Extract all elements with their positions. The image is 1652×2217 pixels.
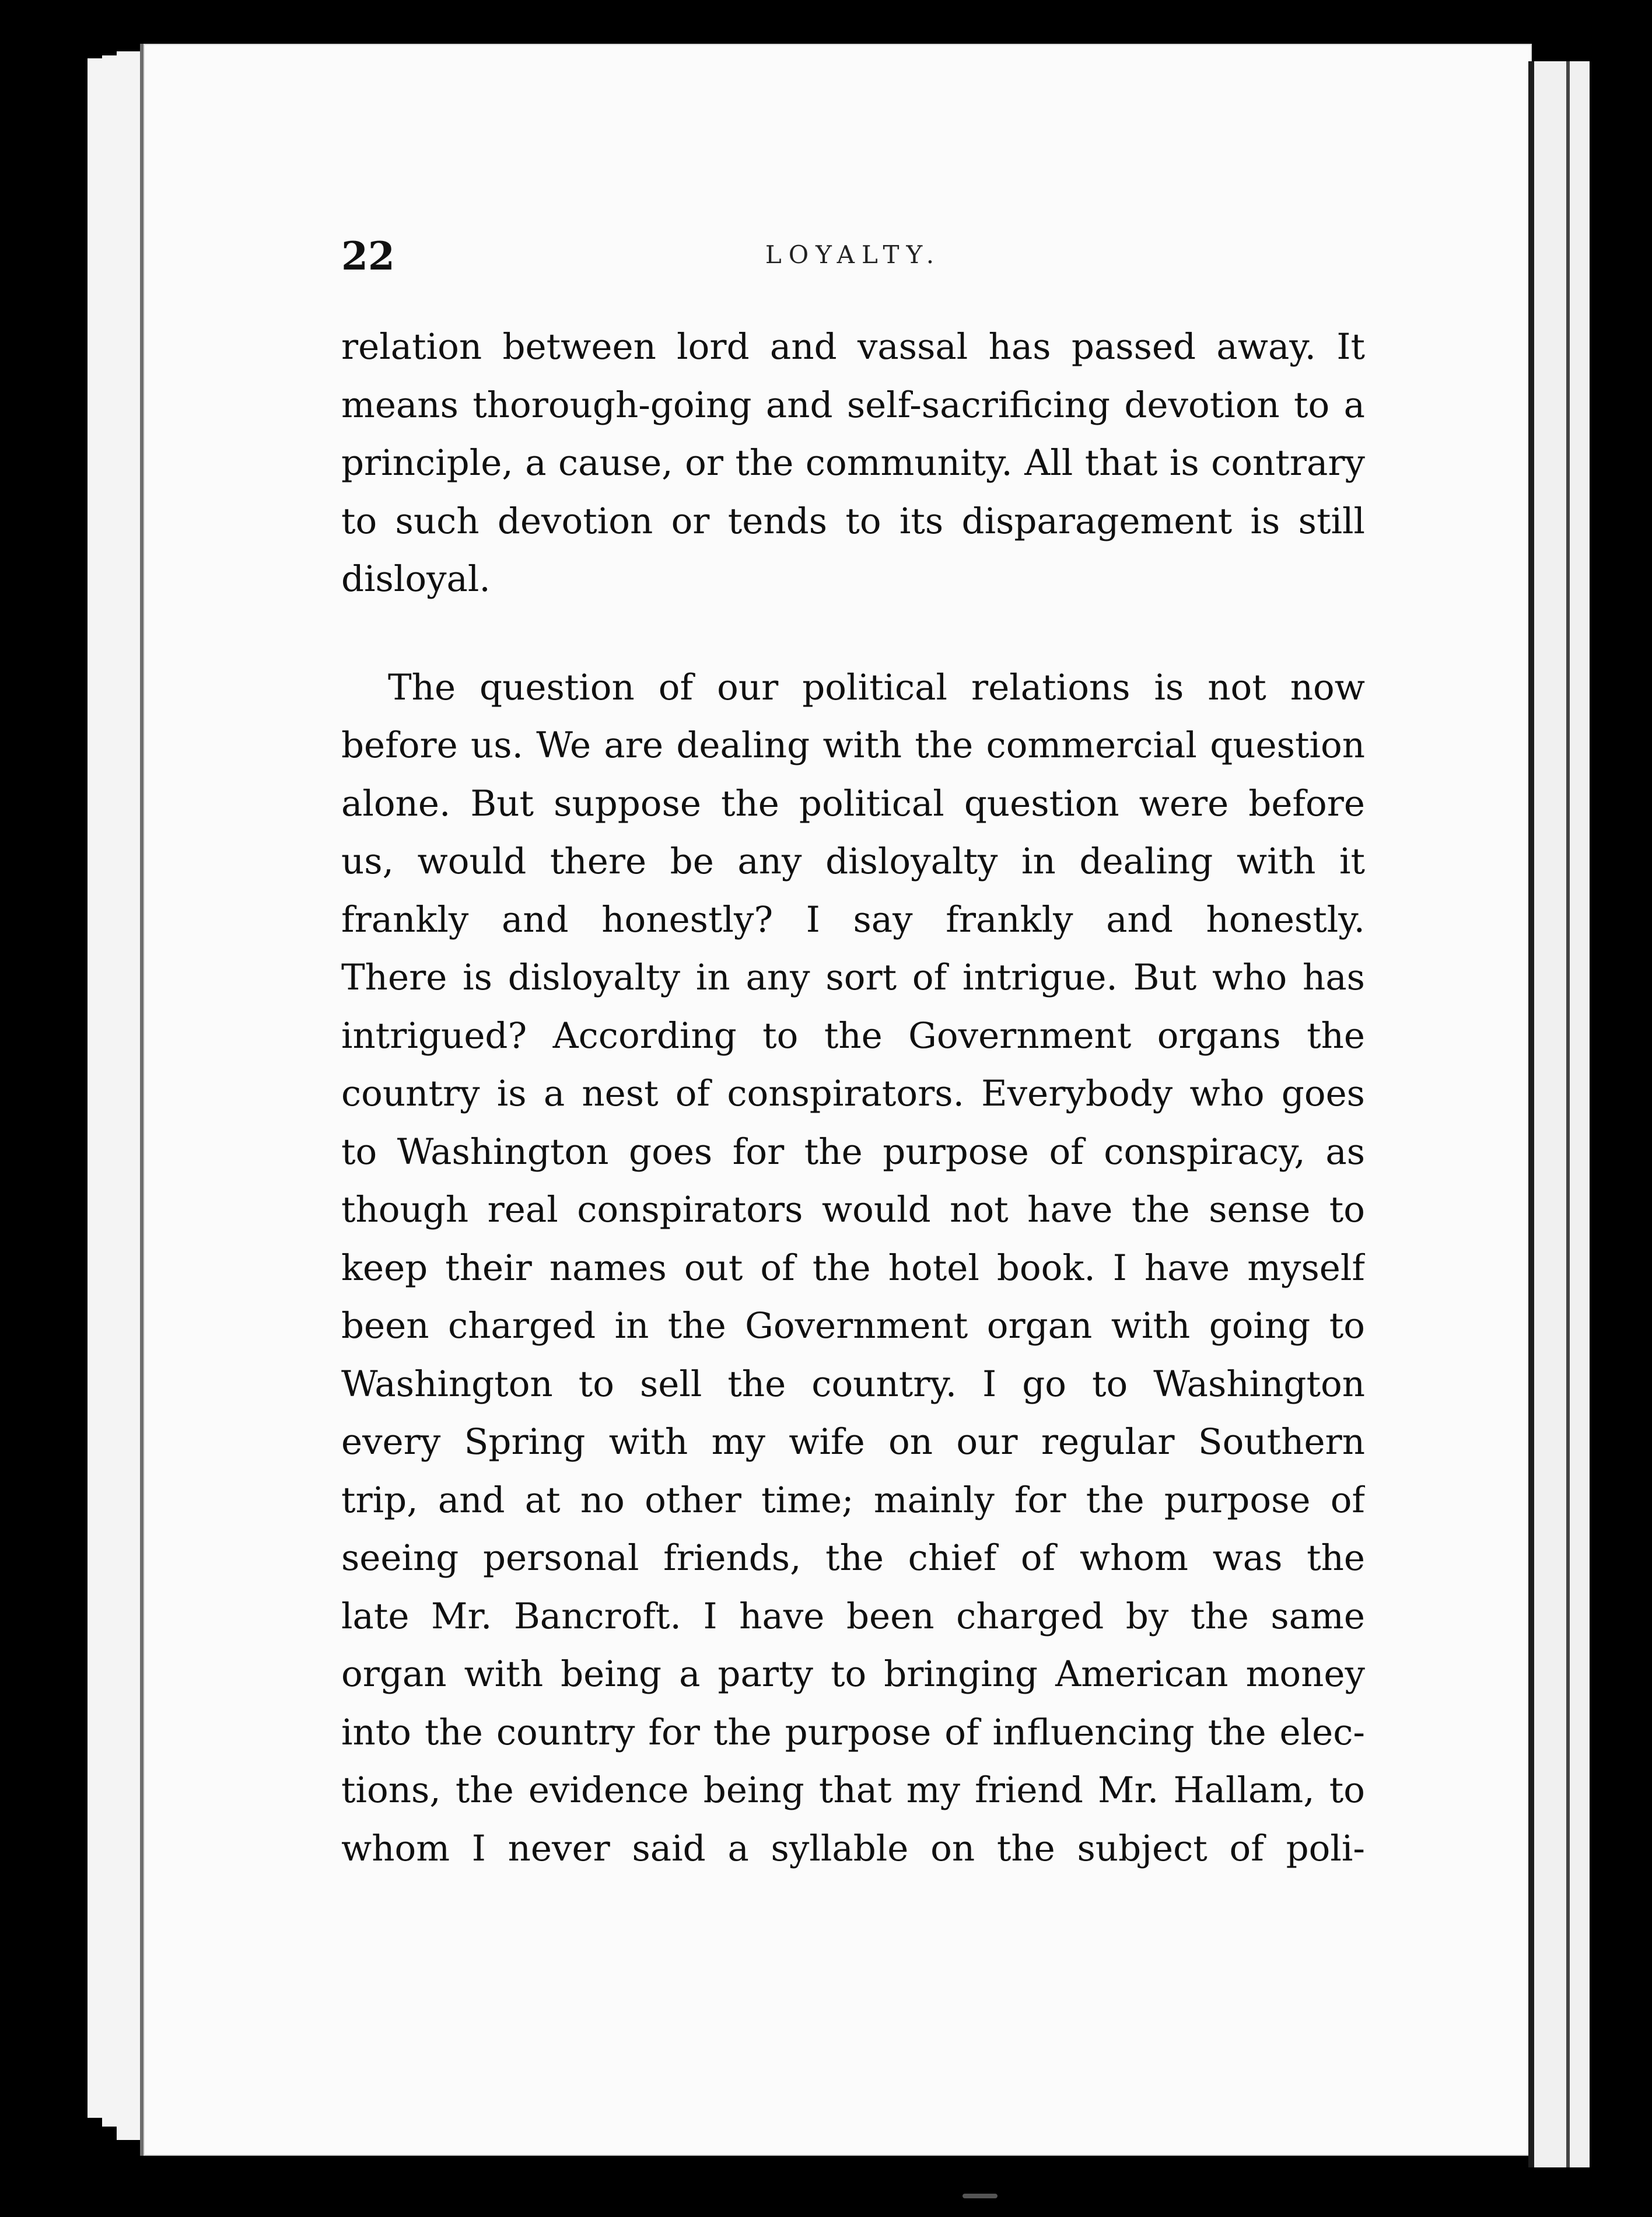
text-line: into the country for the purpose of influencing the elec- xyxy=(341,1711,1365,1753)
text-line: means thorough-going and self-sacrificing devotion to a xyxy=(341,384,1365,426)
text-line: relation between lord and vassal has passed away. It xyxy=(341,326,1365,368)
paragraph-gap xyxy=(341,609,1365,659)
text-line: to Washington goes for the purpose of conspiracy, as xyxy=(341,1131,1365,1173)
body-text xyxy=(341,318,1365,1877)
text-line: principle, a cause, or the community. All that is contrary xyxy=(341,442,1365,484)
text-line: tions, the evidence being that my friend Mr. Hallam, to xyxy=(341,1770,1365,1811)
page-header xyxy=(341,233,1365,303)
page-number: 22 xyxy=(341,233,395,279)
text-line: frankly and honestly? I say frankly and honestly. xyxy=(341,898,1365,940)
text-line: though real conspirators would not have the sense to xyxy=(341,1189,1365,1230)
text-line: seeing personal friends, the chief of whom was the xyxy=(341,1537,1365,1579)
text-line: been charged in the Government organ with going to xyxy=(341,1305,1365,1347)
facing-page-edge xyxy=(1528,61,1590,2167)
scan-artifact xyxy=(963,2194,998,2198)
text-line: keep their names out of the hotel book. I have myself xyxy=(341,1247,1365,1289)
paragraph xyxy=(341,318,1365,609)
running-head: LOYALTY. xyxy=(765,240,942,269)
text-line: The question of our political relations is not now xyxy=(388,666,1365,708)
text-line: trip, and at no other time; mainly for the purpose of xyxy=(341,1479,1365,1521)
text-line: Washington to sell the country. I go to Washington xyxy=(341,1363,1365,1405)
text-line: us, would there be any disloyalty in dealing with it xyxy=(341,841,1365,882)
text-line: organ with being a party to bringing American money xyxy=(341,1653,1365,1695)
text-line: every Spring with my wife on our regular Southern xyxy=(341,1421,1365,1463)
text-line: to such devotion or tends to its disparagement is still xyxy=(341,500,1365,542)
text-line: alone. But suppose the political question were before xyxy=(341,782,1365,824)
text-line: disloyal. xyxy=(341,558,491,600)
paragraph xyxy=(341,659,1365,1878)
text-line: whom I never said a syllable on the subject of poli- xyxy=(341,1827,1365,1869)
text-line: intrigued? According to the Government organs the xyxy=(341,1015,1365,1057)
text-line: before us. We are dealing with the commercial question xyxy=(341,725,1365,766)
text-line: late Mr. Bancroft. I have been charged by the same xyxy=(341,1595,1365,1637)
text-line: country is a nest of conspirators. Everybody who goes xyxy=(341,1073,1365,1114)
text-line: There is disloyalty in any sort of intrigue. But who has xyxy=(341,957,1365,998)
